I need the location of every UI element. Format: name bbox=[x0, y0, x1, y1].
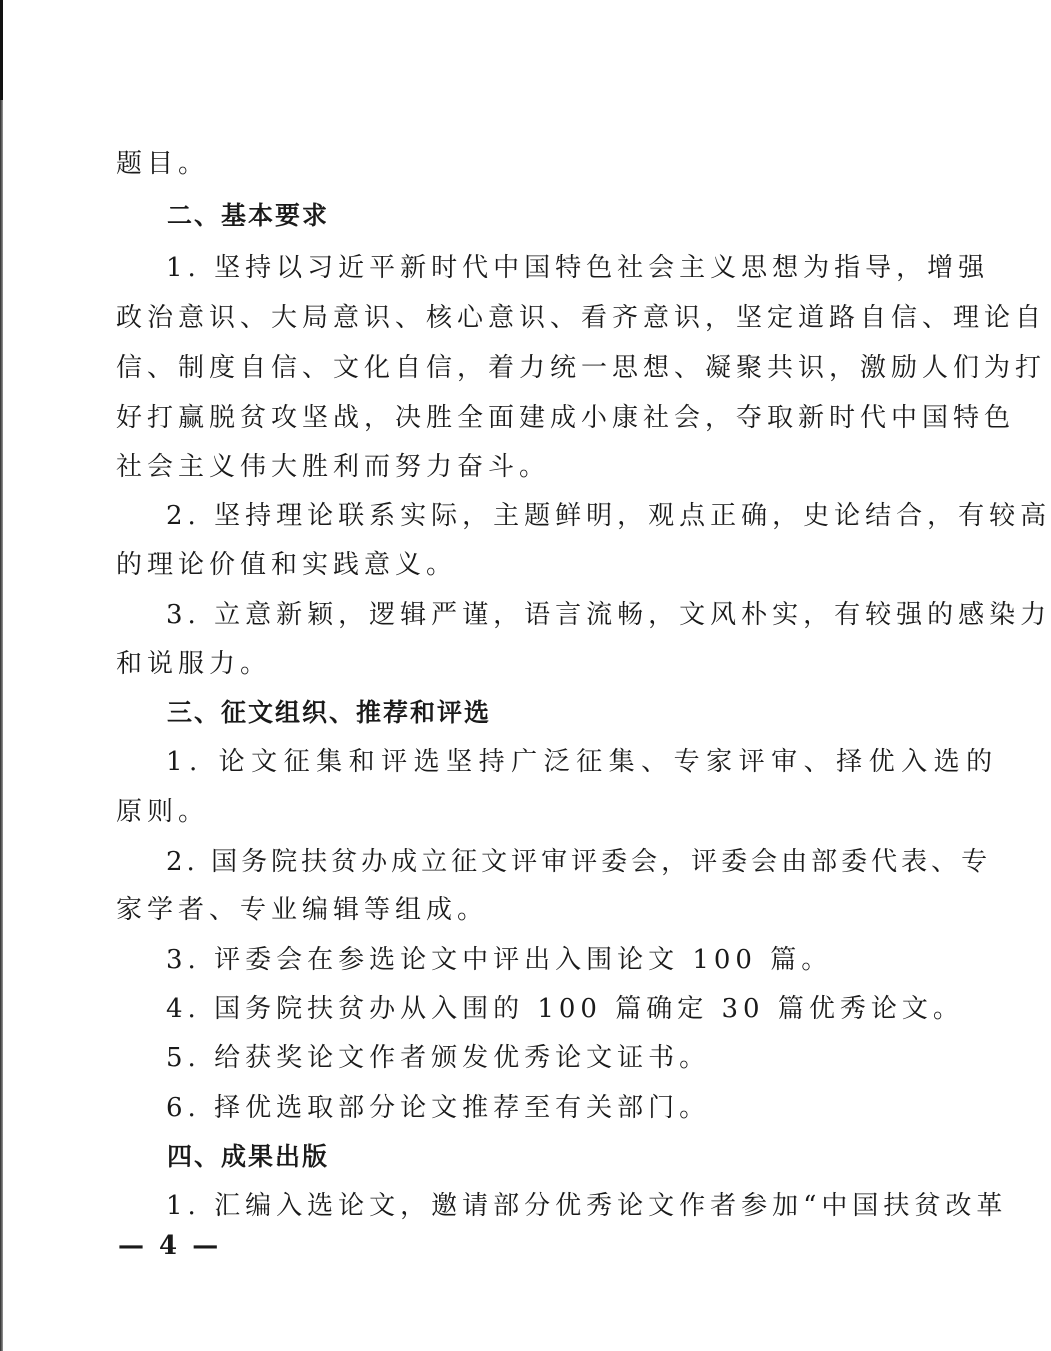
text-line: 5. 给获奖论文作者颁发优秀论文证书。 bbox=[166, 1043, 711, 1073]
section-heading: 三、征文组织、推荐和评选 bbox=[167, 698, 492, 727]
text-line: 好打赢脱贫攻坚战，决胜全面建成小康社会，夺取新时代中国特色 bbox=[116, 403, 1016, 433]
page-number: — 4 — bbox=[118, 1231, 222, 1261]
scan-edge-mark bbox=[0, 0, 3, 100]
text-line: 家学者、专业编辑等组成。 bbox=[116, 895, 489, 925]
scan-edge bbox=[0, 0, 3, 1351]
text-line: 的理论价值和实践意义。 bbox=[116, 550, 458, 580]
text-line: 和说服力。 bbox=[116, 649, 272, 679]
text-line: 4. 国务院扶贫办从入围的 100 篇确定 30 篇优秀论文。 bbox=[166, 994, 964, 1024]
text-line: 信、制度自信、文化自信，着力统一思想、凝聚共识，激励人们为打 bbox=[116, 353, 1047, 383]
text-line: 1. 论文征集和评选坚持广泛征集、专家评审、择优入选的 bbox=[166, 747, 999, 777]
text-line: 2. 国务院扶贫办成立征文评审评委会，评委会由部委代表、专 bbox=[166, 847, 992, 877]
text-line: 3. 评委会在参选论文中评出入围论文 100 篇。 bbox=[166, 945, 833, 975]
text-line: 2. 坚持理论联系实际，主题鲜明，观点正确，史论结合，有较高 bbox=[166, 501, 1051, 531]
text-line: 题目。 bbox=[116, 149, 210, 179]
text-line: 6. 择优选取部分论文推荐至有关部门。 bbox=[166, 1093, 711, 1123]
text-line: 原则。 bbox=[116, 797, 210, 827]
text-line: 1. 汇编入选论文，邀请部分优秀论文作者参加“中国扶贫改革 bbox=[166, 1191, 1008, 1221]
text-line: 社会主义伟大胜利而努力奋斗。 bbox=[116, 452, 551, 482]
text-line: 1. 坚持以习近平新时代中国特色社会主义思想为指导，增强 bbox=[166, 253, 990, 283]
section-heading: 二、基本要求 bbox=[167, 201, 330, 230]
text-line: 政治意识、大局意识、核心意识、看齐意识，坚定道路自信、理论自 bbox=[116, 303, 1047, 333]
text-line: 3. 立意新颖，逻辑严谨，语言流畅，文风朴实，有较强的感染力 bbox=[166, 600, 1051, 630]
section-heading: 四、成果出版 bbox=[167, 1142, 330, 1171]
